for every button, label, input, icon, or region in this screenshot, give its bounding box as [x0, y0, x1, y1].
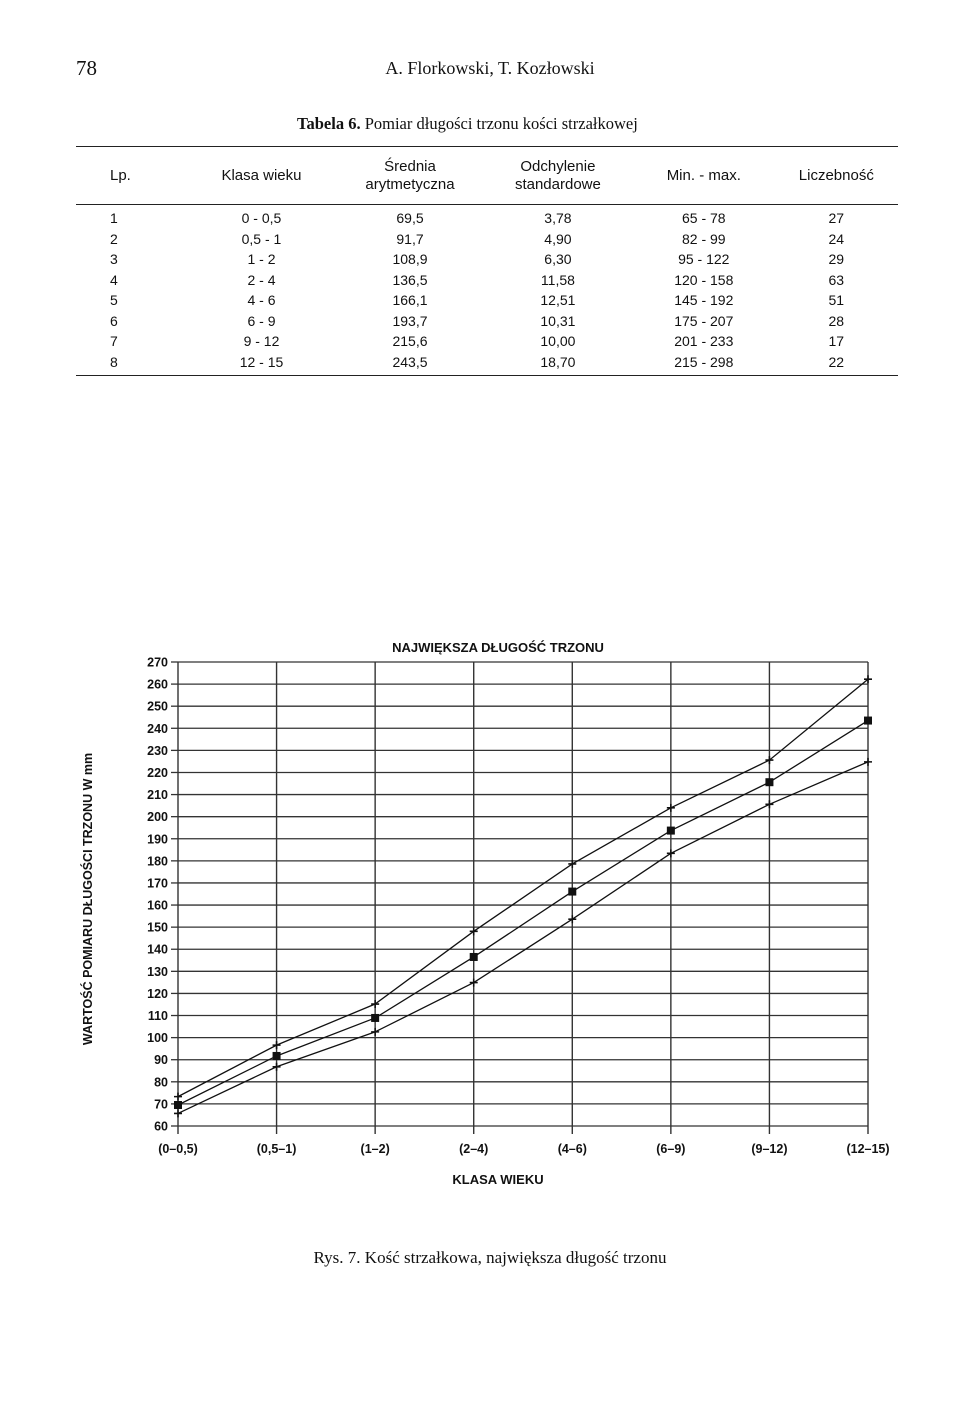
- header-mean-line2: arytmetyczna: [365, 175, 455, 193]
- x-axis-label: KLASA WIEKU: [452, 1172, 544, 1187]
- table-row: [76, 290, 898, 311]
- cell-mean: 69,5: [396, 210, 424, 226]
- table-row: [76, 249, 898, 270]
- cell-sd: 10,00: [540, 333, 576, 349]
- figure-caption-text: Kość strzałkowa, największa długość trzonu: [364, 1248, 667, 1267]
- y-tick-label: 90: [154, 1053, 168, 1068]
- cell-count: 29: [828, 251, 845, 267]
- data-point-mean: [470, 953, 478, 961]
- series-line-mean: [178, 721, 868, 1105]
- cell-sd: 18,70: [483, 352, 633, 376]
- data-point-lower: [568, 915, 576, 923]
- y-tick-label: 200: [147, 810, 168, 825]
- cell-count: 24: [828, 230, 845, 247]
- page-number: 78: [76, 56, 97, 80]
- cell-age-class: 4 - 6: [247, 292, 276, 308]
- x-tick-label: (1–2): [360, 1142, 390, 1156]
- cell-sd: 12,51: [540, 292, 576, 308]
- cell-min-max: 65 - 78: [681, 210, 726, 226]
- x-tick-label: (2–4): [459, 1142, 489, 1156]
- table-row: [76, 270, 898, 291]
- y-tick-label: 190: [147, 832, 168, 847]
- data-point-upper: [273, 1041, 281, 1049]
- y-tick-label: 60: [154, 1119, 168, 1134]
- data-point-lower: [667, 849, 675, 857]
- y-tick-label: 240: [147, 721, 168, 736]
- cell-count: 17: [828, 333, 845, 349]
- data-point-mean: [765, 778, 773, 786]
- data-point-lower: [174, 1109, 182, 1117]
- y-tick-label: 230: [147, 743, 168, 758]
- y-tick-label: 170: [147, 876, 168, 891]
- x-tick-label: (4–6): [557, 1142, 587, 1156]
- cell-min-max: 82 - 99: [681, 230, 726, 247]
- data-point-lower: [371, 1028, 379, 1036]
- running-head: A. Florkowski, T. Kozłowski: [385, 58, 595, 78]
- cell-sd: 4,90: [544, 230, 572, 247]
- y-tick-label: 70: [154, 1097, 168, 1112]
- figure-caption-label: Rys. 7.: [313, 1248, 361, 1267]
- figure-caption: [0, 1248, 960, 1268]
- data-point-mean: [174, 1101, 182, 1109]
- chart-series: [174, 675, 872, 1117]
- chart-title: NAJWIĘKSZA DŁUGOŚĆ TRZONU: [392, 640, 604, 655]
- y-tick-label: 110: [147, 1009, 168, 1024]
- y-tick-label: 80: [154, 1075, 168, 1090]
- y-tick-label: 260: [147, 677, 168, 692]
- cell-lp: 3: [110, 251, 118, 267]
- cell-age-class: 1 - 2: [247, 251, 276, 267]
- table-header-row: [76, 147, 898, 205]
- y-tick-label: 130: [147, 964, 168, 979]
- header-mean: [337, 147, 483, 205]
- y-axis-ticks: [147, 656, 168, 1134]
- table-caption-text: Pomiar długości trzonu kości strzałkowej: [364, 114, 638, 133]
- cell-count: 27: [828, 210, 845, 226]
- header-lp: Lp.: [76, 147, 186, 205]
- y-tick-label: 160: [147, 898, 168, 913]
- cell-count: 28: [828, 312, 845, 329]
- y-tick-label: 140: [147, 942, 168, 957]
- data-point-lower: [765, 800, 773, 808]
- table-caption: [297, 114, 638, 134]
- measurement-table: [76, 146, 898, 376]
- header-sd-line1: Odchylenie: [520, 157, 596, 175]
- chart-grid: [171, 662, 868, 1134]
- cell-sd: 10,31: [540, 312, 576, 329]
- x-tick-label: (9–12): [751, 1142, 788, 1156]
- cell-mean: 166,1: [392, 292, 428, 308]
- cell-min-max: 201 - 233: [674, 333, 734, 349]
- data-point-upper: [667, 804, 675, 812]
- cell-lp: 2: [110, 230, 118, 247]
- header-count: Liczebność: [775, 147, 898, 205]
- cell-min-max: 145 - 192: [674, 292, 734, 308]
- y-tick-label: 120: [147, 986, 168, 1001]
- series-line-upper: [178, 679, 868, 1096]
- header-age-class: Klasa wieku: [186, 147, 337, 205]
- cell-age-class: 0,5 - 1: [241, 230, 282, 247]
- cell-sd: 6,30: [544, 251, 572, 267]
- table-caption-label: Tabela 6.: [297, 114, 361, 133]
- header-sd: [483, 147, 633, 205]
- cell-count: 51: [828, 292, 845, 308]
- cell-sd: 11,58: [540, 271, 575, 288]
- cell-lp: 4: [110, 271, 118, 288]
- cell-lp: 6: [110, 312, 118, 329]
- cell-mean: 215,6: [392, 333, 428, 349]
- cell-lp: 8: [76, 352, 186, 376]
- length-chart: [0, 620, 960, 1200]
- header-sd-line2: standardowe: [514, 175, 601, 193]
- y-tick-label: 220: [147, 765, 168, 780]
- table-row: [76, 205, 898, 229]
- data-point-mean: [667, 827, 675, 835]
- y-tick-label: 210: [147, 788, 168, 803]
- x-axis-ticks: [158, 1142, 889, 1156]
- header-mean-line1: Średnia: [384, 157, 436, 175]
- data-point-lower: [864, 758, 872, 766]
- data-point-mean: [273, 1052, 281, 1060]
- x-tick-label: (12–15): [846, 1142, 890, 1156]
- table-row: [76, 331, 898, 352]
- cell-age-class: 12 - 15: [186, 352, 337, 376]
- cell-min-max: 215 - 298: [633, 352, 775, 376]
- table-row: [76, 229, 898, 250]
- cell-min-max: 120 - 158: [674, 271, 734, 288]
- table-row: [76, 352, 898, 376]
- cell-age-class: 6 - 9: [247, 312, 276, 329]
- data-point-mean: [568, 888, 576, 896]
- cell-sd: 3,78: [544, 210, 572, 226]
- y-tick-label: 150: [147, 920, 168, 935]
- x-tick-label: (0–0,5): [158, 1142, 198, 1156]
- cell-count: 22: [775, 352, 898, 376]
- cell-age-class: 9 - 12: [243, 333, 280, 349]
- y-tick-label: 270: [147, 655, 168, 670]
- cell-mean: 91,7: [396, 230, 424, 247]
- cell-lp: 1: [110, 210, 118, 226]
- cell-lp: 5: [110, 292, 118, 308]
- y-axis-label: WARTOŚĆ POMIARU DŁUGOŚCI TRZONU W mm: [81, 752, 95, 1046]
- cell-mean: 136,5: [392, 271, 428, 288]
- cell-mean: 108,9: [392, 251, 428, 267]
- x-tick-label: (0,5–1): [256, 1142, 297, 1156]
- header-min-max: Min. - max.: [633, 147, 775, 205]
- data-point-lower: [273, 1063, 281, 1071]
- y-tick-label: 100: [147, 1031, 168, 1046]
- cell-min-max: 95 - 122: [678, 251, 730, 267]
- table-row: [76, 311, 898, 332]
- cell-lp: 7: [110, 333, 118, 349]
- cell-min-max: 175 - 207: [674, 312, 734, 329]
- data-point-upper: [174, 1093, 182, 1101]
- data-point-mean: [864, 717, 872, 725]
- x-tick-label: (6–9): [656, 1142, 686, 1156]
- data-point-lower: [470, 979, 478, 987]
- data-point-mean: [371, 1014, 379, 1022]
- y-tick-label: 250: [147, 699, 168, 714]
- cell-mean: 243,5: [337, 352, 483, 376]
- cell-mean: 193,7: [392, 312, 428, 329]
- y-tick-label: 180: [147, 854, 168, 869]
- cell-age-class: 2 - 4: [247, 271, 276, 288]
- cell-age-class: 0 - 0,5: [241, 210, 282, 226]
- cell-count: 63: [828, 271, 845, 288]
- series-line-lower: [178, 762, 868, 1114]
